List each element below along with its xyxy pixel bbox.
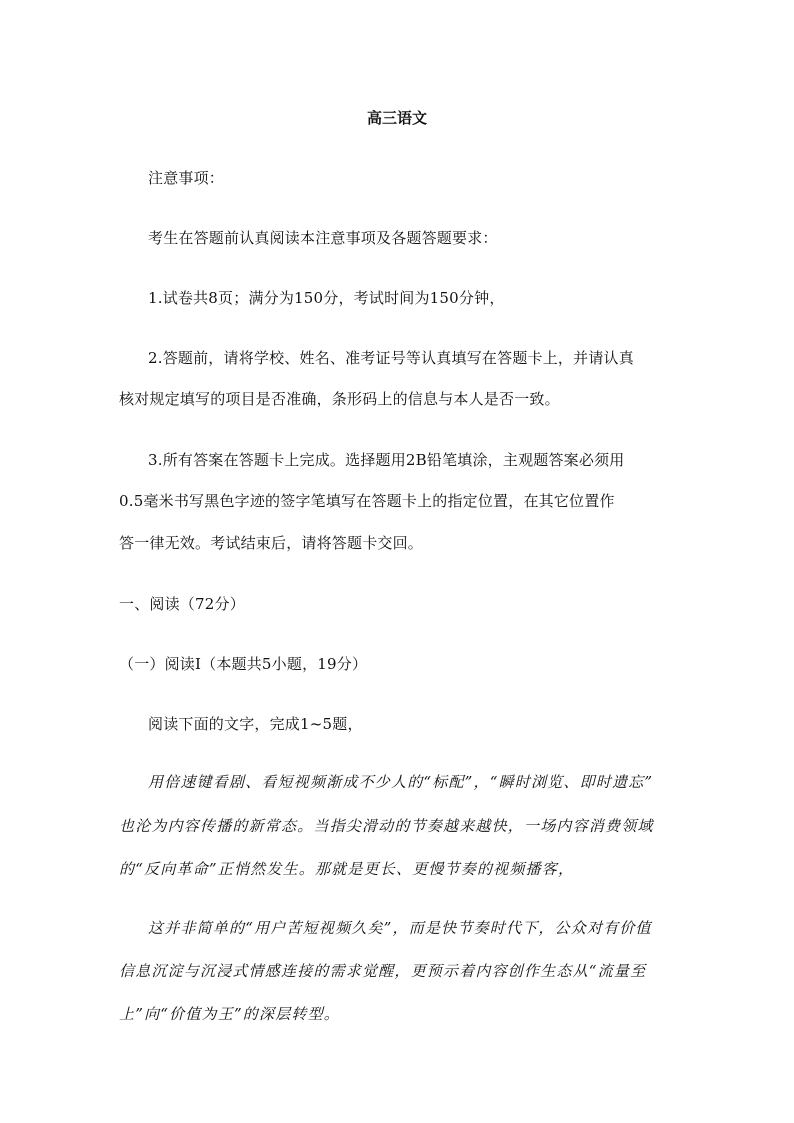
section-heading-reading: 一、阅读（72分） — [119, 595, 245, 613]
notice-item-2-line-2: 核对规定填写的项目是否准确，条形码上的信息与本人是否一致。 — [119, 390, 560, 408]
subsection-heading-reading-1: （一）阅读I（本题共5小题，19分） — [119, 655, 368, 673]
passage-paragraph-1-line-1: 用倍速键看剧、看短视频渐成不少人的“标配”，“瞬时浏览、即时遗忘” — [148, 773, 654, 791]
passage-paragraph-2-line-3: 上”向“价值为王”的深层转型。 — [119, 1005, 341, 1023]
notice-heading: 注意事项： — [148, 169, 225, 187]
document-title: 高三语文 — [366, 109, 427, 127]
reading-instruction: 阅读下面的文字，完成1~5题， — [148, 715, 363, 733]
passage-paragraph-1-line-3: 的“反向革命”正悄然发生。那就是更长、更慢节奏的视频播客， — [119, 860, 575, 878]
notice-intro: 考生在答题前认真阅读本注意事项及各题答题要求： — [148, 229, 498, 247]
notice-item-2-line-1: 2.答题前，请将学校、姓名、准考证号等认真填写在答题卡上，并请认真 — [148, 349, 634, 367]
passage-paragraph-2-line-1: 这并非简单的“用户苦短视频久矣”，而是快节奏时代下，公众对有价值 — [148, 919, 652, 937]
notice-item-3-line-3: 答一律无效。考试结束后，请将答题卡交回。 — [119, 534, 424, 552]
notice-item-3-line-2: 0.5毫米书写黑色字迹的签字笔填写在答题卡上的指定位置，在其它位置作 — [119, 492, 615, 510]
notice-item-3-line-1: 3.所有答案在答题卡上完成。选择题用2B铅笔填涂，主观题答案必须用 — [148, 451, 625, 469]
passage-paragraph-1-line-2: 也沦为内容传播的新常态。当指尖滑动的节奏越来越快，一场内容消费领域 — [119, 817, 654, 835]
passage-paragraph-2-line-2: 信息沉淀与沉浸式情感连接的需求觉醒，更预示着内容创作生态从“流量至 — [119, 962, 647, 980]
notice-item-1: 1.试卷共8页；满分为150分，考试时间为150分钟， — [148, 289, 505, 307]
